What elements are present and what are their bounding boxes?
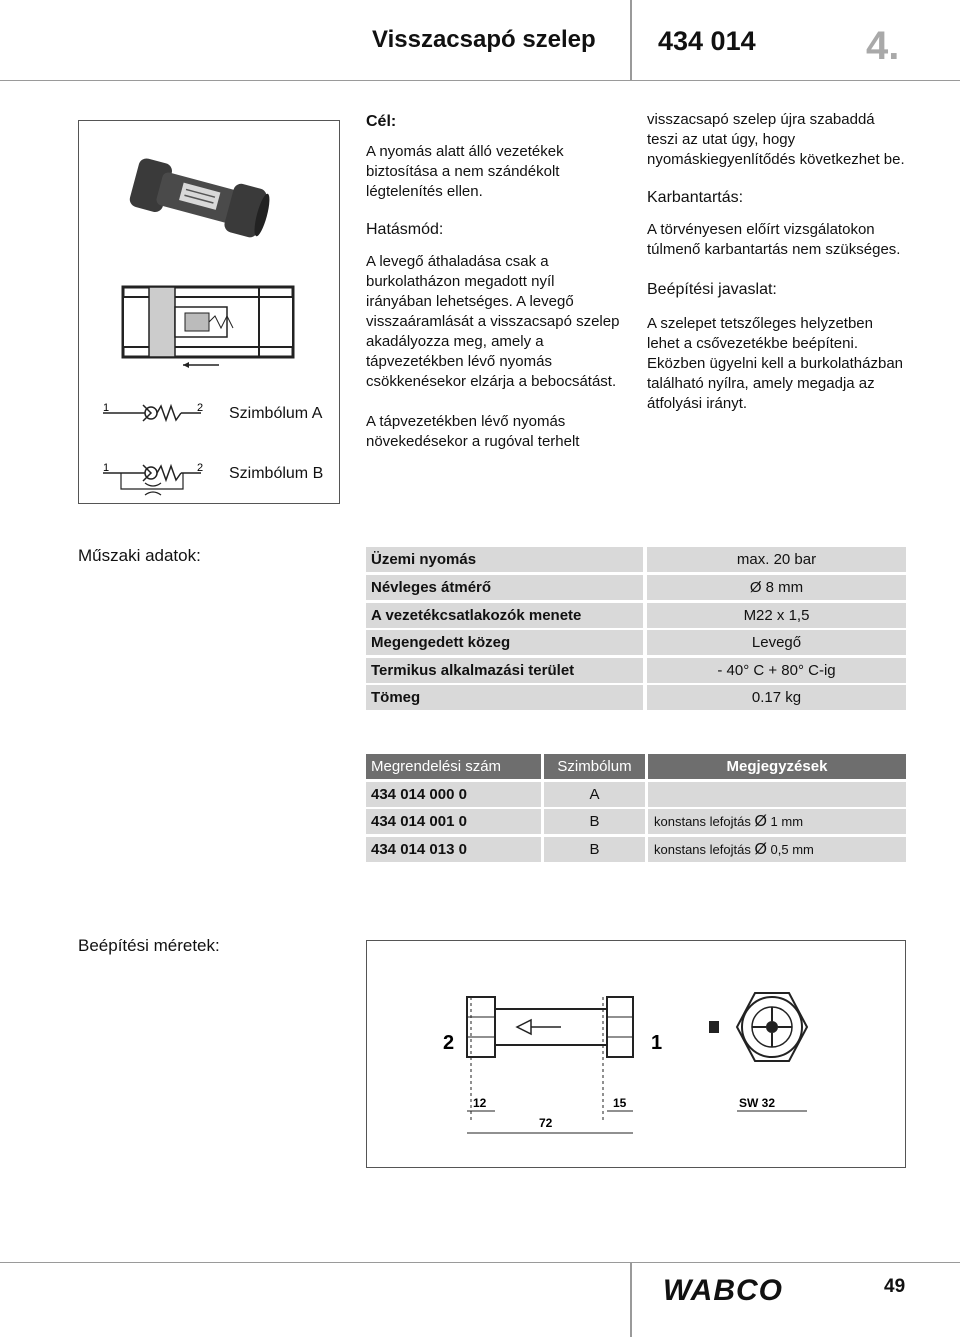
- tech-row: [366, 547, 906, 572]
- note-value: 0,5 mm: [770, 842, 814, 857]
- chapter-number: 4.: [866, 24, 900, 68]
- illustration-box: [78, 120, 340, 504]
- order-row: [366, 782, 906, 807]
- order-header-number: Megrendelési szám: [366, 754, 541, 779]
- tech-key: Üzemi nyomás: [366, 547, 643, 572]
- dimension-drawing-icon: [367, 941, 905, 1167]
- dimensions-heading: Beépítési méretek:: [78, 936, 220, 955]
- wabco-logo: WABCO: [663, 1274, 783, 1307]
- tech-row: [366, 630, 906, 655]
- order-symbol: B: [544, 837, 645, 862]
- header-divider: [0, 80, 960, 81]
- valve-section-icon: [119, 277, 299, 369]
- symbol-a-label: Szimbólum A: [229, 405, 323, 422]
- tech-row: [366, 603, 906, 628]
- hatas-text-2: A tápvezetékben lévő nyomás növekedésekor a rugóval terhelt: [366, 413, 580, 450]
- tech-row: [366, 575, 906, 600]
- order-number: 434 014 013 0: [366, 837, 541, 862]
- dim-72: 72: [539, 1116, 553, 1130]
- tech-key: Névleges átmérő: [366, 575, 643, 600]
- hatas-heading: Hatásmód:: [366, 221, 444, 238]
- tech-key: A vezetékcsatlakozók menete: [366, 603, 643, 628]
- symbol-b-port-in: 1: [103, 462, 110, 474]
- tech-key: Tömeg: [366, 685, 643, 710]
- diameter-icon: Ø: [754, 813, 767, 830]
- dimensions-drawing-box: [366, 940, 906, 1168]
- text-column-1: [366, 112, 624, 452]
- port-2-label: 2: [443, 1032, 455, 1054]
- cel-heading: Cél:: [366, 113, 397, 130]
- tech-value: M22 x 1,5: [647, 603, 906, 628]
- tech-value: max. 20 bar: [647, 547, 906, 572]
- symbol-a-icon: [97, 397, 207, 427]
- page-title: Visszacsapó szelep: [372, 26, 596, 53]
- diameter-icon: Ø: [754, 841, 767, 858]
- order-header-symbol: Szimbólum: [544, 754, 645, 779]
- installation-text: A szelepet tetszőleges helyzetben lehet a csővezetékbe beépíteni. Eközben ügyelni kell a burkolatházban található nyílra, amely megadja az átfolyási irányt.: [647, 315, 904, 412]
- footer-divider: [0, 1262, 960, 1263]
- tech-value: Levegő: [647, 630, 906, 655]
- maintenance-heading: Karbantartás:: [647, 189, 744, 206]
- symbol-a-port-out: 2: [197, 402, 204, 414]
- symbol-b-port-out: 2: [197, 462, 204, 474]
- text-column-2: [647, 110, 907, 414]
- tech-value: 0.17 kg: [647, 685, 906, 710]
- footer-vertical-divider: [630, 1262, 632, 1337]
- order-row: [366, 837, 906, 862]
- order-note: [648, 809, 906, 834]
- tech-row: [366, 658, 906, 683]
- product-number: 434 014: [658, 26, 756, 56]
- order-number: 434 014 001 0: [366, 809, 541, 834]
- tech-row: [366, 685, 906, 710]
- dim-sw: SW 32: [739, 1096, 776, 1110]
- symbol-b-icon: [97, 455, 207, 503]
- note-text: konstans lefojtás: [654, 814, 751, 829]
- order-symbol: B: [544, 809, 645, 834]
- continued-text: visszacsapó szelep újra szabaddá teszi az utat úgy, hogy nyomáskiegyenlítődés következhet be.: [647, 111, 905, 168]
- order-note: [648, 782, 906, 807]
- symbol-a-port-in: 1: [103, 402, 110, 414]
- tech-key: Termikus alkalmazási terület: [366, 658, 643, 683]
- hatas-text: A levegő áthaladása csak a burkolatházon megadott nyíl irányában lehetséges. A levegő visszaáramlását a visszacsapó szelep akadályozza meg, amely a tápvezetékben lévő nyomás csökkenésekor elzárja a bebocsátást.: [366, 253, 620, 390]
- valve-photo-icon: [119, 145, 279, 245]
- tech-data-heading: Műszaki adatok:: [78, 546, 201, 565]
- symbol-b-label: Szimbólum B: [229, 465, 324, 482]
- dim-12: 12: [473, 1096, 487, 1110]
- installation-heading: Beépítési javaslat:: [647, 281, 777, 298]
- port-1-label: 1: [651, 1032, 663, 1054]
- order-header-notes: Megjegyzések: [648, 754, 906, 779]
- cel-text: A nyomás alatt álló vezetékek biztosítása a nem szándékolt légtelenítés ellen.: [366, 143, 564, 200]
- order-table-header: [366, 754, 906, 779]
- tech-key: Megengedett közeg: [366, 630, 643, 655]
- tech-value: - 40° C + 80° C-ig: [647, 658, 906, 683]
- dim-15: 15: [613, 1096, 627, 1110]
- tech-value: Ø 8 mm: [647, 575, 906, 600]
- note-value: 1 mm: [770, 814, 804, 829]
- header-vertical-divider: [630, 0, 632, 80]
- order-number: 434 014 000 0: [366, 782, 541, 807]
- maintenance-text: A törvényesen előírt vizsgálatokon túlmenő karbantartás nem szükséges.: [647, 221, 901, 258]
- order-row: [366, 809, 906, 834]
- page-number: 49: [884, 1276, 906, 1297]
- order-note: [648, 837, 906, 862]
- note-text: konstans lefojtás: [654, 842, 751, 857]
- order-symbol: A: [544, 782, 645, 807]
